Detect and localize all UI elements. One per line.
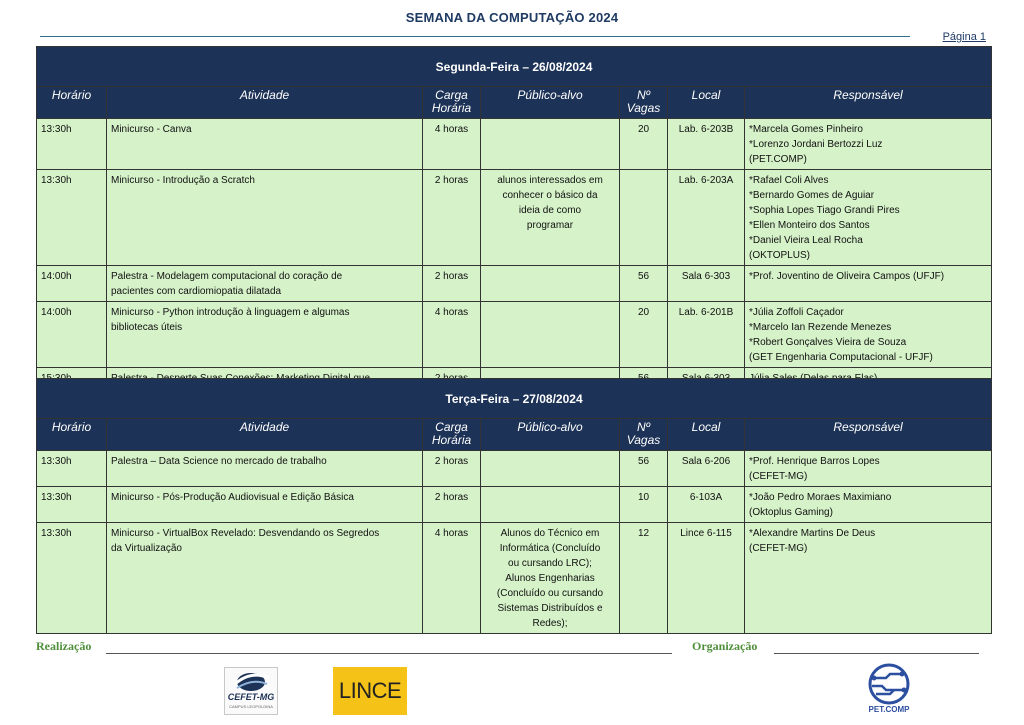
document-title: SEMANA DA COMPUTAÇÃO 2024 [405, 10, 619, 25]
cell-horario: 13:30h [37, 523, 107, 634]
cell-atividade-line: bibliotecas úteis [111, 322, 183, 333]
cell-atividade [107, 523, 423, 634]
cell-publico-alvo [481, 266, 620, 302]
cell-atividade-line: Minicurso - Introdução a Scratch [111, 175, 255, 186]
cell-responsavel-line: *Marcelo Ian Rezende Menezes [749, 322, 892, 333]
cell-vagas: 20 [620, 119, 668, 170]
cell-atividade [107, 487, 423, 523]
cell-publico-alvo-line: Redes); [532, 618, 568, 629]
col-vagas: Nº Vagas [620, 87, 668, 119]
cefet-logo [224, 667, 278, 715]
cell-responsavel-line: (CEFET-MG) [749, 471, 808, 482]
cell-atividade [107, 170, 423, 266]
cell-atividade-line: Palestra – Data Science no mercado de trabalho [111, 456, 327, 467]
cell-vagas: 10 [620, 487, 668, 523]
cell-publico-alvo-line: alunos interessados em [497, 175, 603, 186]
realizacao-line [106, 653, 672, 654]
cell-atividade-line: Minicurso - Python introdução à linguagem e algumas [111, 307, 350, 318]
cell-responsavel [745, 451, 992, 487]
cell-responsavel-line: *Prof. Joventino de Oliveira Campos (UFJF) [749, 271, 945, 282]
realizacao-label: Realização [36, 639, 92, 653]
cell-vagas: 56 [620, 266, 668, 302]
cell-atividade-line: Minicurso - Pós-Produção Audiovisual e Edição Básica [111, 492, 354, 503]
cell-horario: 13:30h [37, 119, 107, 170]
cell-atividade [107, 451, 423, 487]
day-header: Terça-Feira – 27/08/2024 [37, 379, 992, 419]
cell-publico-alvo [481, 523, 620, 634]
col-horario: Horário [37, 419, 107, 451]
cell-responsavel [745, 119, 992, 170]
cell-horario: 13:30h [37, 487, 107, 523]
cell-carga-horaria: 4 horas [423, 302, 481, 368]
petcomp-logo-text: PET.COMP [868, 705, 910, 714]
col-carga-horaria: Carga Horária [423, 419, 481, 451]
cell-carga-horaria: 2 horas [423, 487, 481, 523]
cell-responsavel-line: *Sophia Lopes Tiago Grandi Pires [749, 205, 900, 216]
cell-horario: 14:00h [37, 302, 107, 368]
cell-publico-alvo-line: programar [526, 220, 574, 231]
circuit-globe-icon [860, 662, 918, 706]
cell-responsavel-line: *Júlia Zoffoli Caçador [749, 307, 844, 318]
cell-carga-horaria: 4 horas [423, 119, 481, 170]
cell-atividade [107, 119, 423, 170]
cell-vagas: 20 [620, 302, 668, 368]
cell-responsavel [745, 487, 992, 523]
cefet-logo-text: CEFET-MG [227, 692, 275, 702]
cell-vagas: 56 [620, 451, 668, 487]
cell-carga-horaria: 2 horas [423, 451, 481, 487]
cell-publico-alvo-line: (Concluído ou cursando [496, 588, 604, 599]
title-divider [40, 36, 910, 37]
cell-atividade [107, 302, 423, 368]
col-local: Local [668, 87, 745, 119]
column-header-row [37, 419, 992, 451]
col-atividade: Atividade [107, 419, 423, 451]
cell-atividade-line: Palestra - Modelagem computacional do coração de [111, 271, 343, 282]
cell-responsavel-line: (Oktoplus Gaming) [749, 507, 833, 518]
cell-carga-horaria: 4 horas [423, 523, 481, 634]
col-horario: Horário [37, 87, 107, 119]
col-responsavel: Responsável [745, 87, 992, 119]
cell-local: Lab. 6-203A [668, 170, 745, 266]
cell-publico-alvo [481, 170, 620, 266]
table-row [37, 451, 992, 487]
cell-responsavel-line: *Bernardo Gomes de Aguiar [749, 190, 875, 201]
cell-atividade-line: pacientes com cardiomiopatia dilatada [111, 286, 282, 297]
col-local: Local [668, 419, 745, 451]
table-row [37, 119, 992, 170]
cell-atividade [107, 266, 423, 302]
cell-responsavel-line: (CEFET-MG) [749, 543, 808, 554]
col-carga-horaria: Carga Horária [423, 87, 481, 119]
col-publico-alvo: Público-alvo [481, 419, 620, 451]
schedule-table-tuesday [36, 378, 992, 634]
cell-horario: 13:30h [37, 170, 107, 266]
cell-publico-alvo-line: Sistemas Distribuídos e [497, 603, 603, 614]
table-row [37, 302, 992, 368]
cell-atividade-line: Minicurso - VirtualBox Revelado: Desvendando os Segredos [111, 528, 380, 539]
cell-horario: 14:00h [37, 266, 107, 302]
cell-responsavel-line: *Alexandre Martins De Deus [749, 528, 876, 539]
cell-publico-alvo [481, 487, 620, 523]
organizacao-line [774, 653, 979, 654]
cell-local: Sala 6-206 [668, 451, 745, 487]
lince-logo-text: LINCE [338, 678, 402, 703]
cell-responsavel-line: *João Pedro Moraes Maximiano [749, 492, 892, 503]
cell-publico-alvo-line: Alunos Engenharias [505, 573, 595, 584]
column-header-row [37, 87, 992, 119]
cell-publico-alvo [481, 302, 620, 368]
cell-responsavel-line: *Lorenzo Jordani Bertozzi Luz [749, 139, 883, 150]
cell-atividade-line: da Virtualização [111, 543, 182, 554]
cell-publico-alvo [481, 119, 620, 170]
cell-responsavel [745, 170, 992, 266]
lince-logo [333, 667, 407, 715]
cell-publico-alvo-line: conhecer o básico da [502, 190, 598, 201]
table-row [37, 523, 992, 634]
cell-responsavel-line: *Robert Gonçalves Vieira de Souza [749, 337, 907, 348]
schedule-table-monday [36, 46, 992, 404]
table-row [37, 487, 992, 523]
cell-publico-alvo-line: Alunos do Técnico em [500, 528, 600, 539]
cell-responsavel-line: *Marcela Gomes Pinheiro [749, 124, 863, 135]
col-publico-alvo: Público-alvo [481, 87, 620, 119]
table-row [37, 266, 992, 302]
cell-atividade-line: Minicurso - Canva [111, 124, 192, 135]
cell-local: Lab. 6-201B [668, 302, 745, 368]
cell-responsavel [745, 302, 992, 368]
cell-publico-alvo [481, 451, 620, 487]
cefet-logo-subtext: CAMPUS LEOPOLDINA [229, 704, 273, 709]
organizacao-label: Organização [692, 639, 758, 653]
cell-responsavel-line: (GET Engenharia Computacional - UFJF) [749, 352, 933, 363]
cefet-swoosh-icon [225, 668, 277, 694]
cell-vagas: 12 [620, 523, 668, 634]
cell-publico-alvo-line: ideia de como [518, 205, 582, 216]
col-atividade: Atividade [107, 87, 423, 119]
cell-local: 6-103A [668, 487, 745, 523]
table-row [37, 170, 992, 266]
cell-publico-alvo-line: Informática (Concluído [499, 543, 601, 554]
cell-carga-horaria: 2 horas [423, 170, 481, 266]
cell-carga-horaria: 2 horas [423, 266, 481, 302]
cell-publico-alvo-line: ou cursando LRC); [508, 558, 592, 569]
cell-responsavel-line: *Ellen Monteiro dos Santos [749, 220, 870, 231]
page-number: Página 1 [942, 31, 986, 43]
cell-responsavel-line: *Rafael Coli Alves [749, 175, 829, 186]
cell-responsavel-line: *Daniel Vieira Leal Rocha [749, 235, 863, 246]
cell-local: Lab. 6-203B [668, 119, 745, 170]
cell-vagas [620, 170, 668, 266]
cell-responsavel [745, 266, 992, 302]
cell-responsavel [745, 523, 992, 634]
day-header: Segunda-Feira – 26/08/2024 [37, 47, 992, 87]
cell-responsavel-line: *Prof. Henrique Barros Lopes [749, 456, 880, 467]
cell-local: Sala 6-303 [668, 266, 745, 302]
col-responsavel: Responsável [745, 419, 992, 451]
petcomp-logo [860, 662, 918, 718]
cell-responsavel-line: (OKTOPLUS) [749, 250, 810, 261]
cell-horario: 13:30h [37, 451, 107, 487]
cell-responsavel-line: (PET.COMP) [749, 154, 807, 165]
col-vagas: Nº Vagas [620, 419, 668, 451]
cell-local: Lince 6-115 [668, 523, 745, 634]
